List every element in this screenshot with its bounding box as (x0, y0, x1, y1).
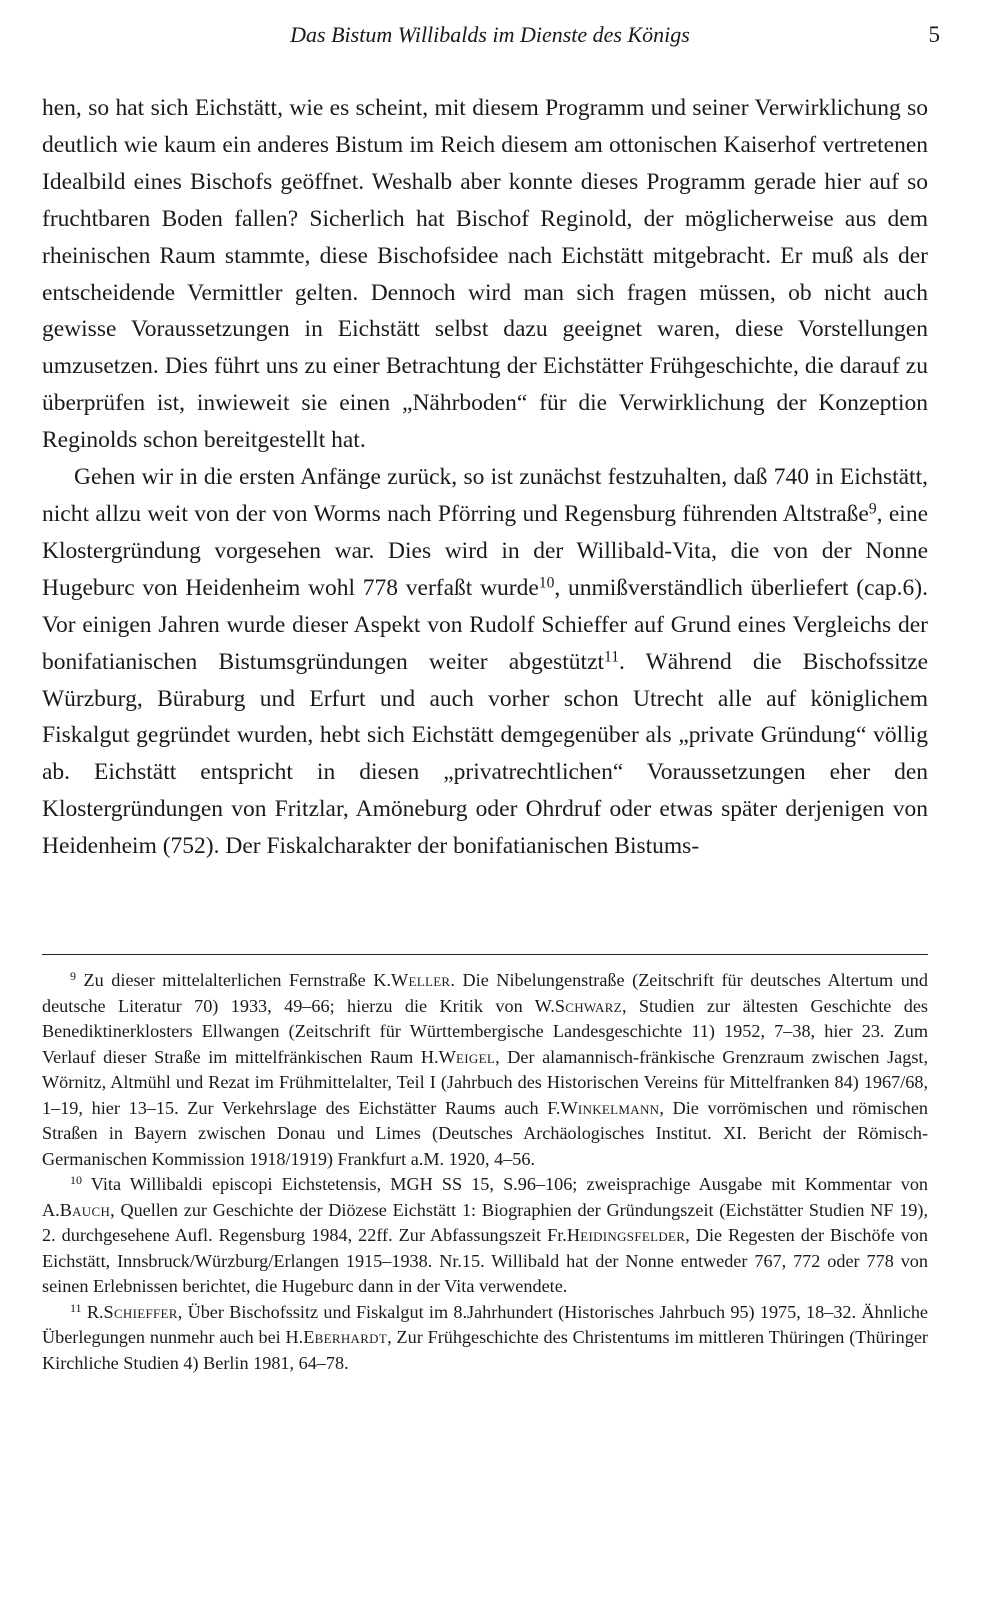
footnote-text: . Die Nibelungenstraße (Zeitschrift für deutsches Altertum und deutsche Literatur 70) 1933, 49–66; hierzu die Kritik von W. (42, 970, 928, 1016)
footnote-number: 11 (70, 1300, 82, 1315)
footnote-text: , Die vorrömischen und römischen Straßen in Bayern zwischen Donau und Limes (Deutsches Archäologisches Institut. XI. Bericht der Römisch-Germanischen Kommission 1918/1919) Frankfurt a.M. 1920, 4–56. (42, 1097, 928, 1169)
author-name: Winkelmann (560, 1097, 660, 1118)
author-name: Weller (391, 970, 451, 990)
paragraph-text: , eine Klostergründung vorgesehen war. Dies wird in der Willibald-Vita, die von der Nonne Hugeburc von Heidenheim wohl 778 verfaßt wurde (42, 500, 928, 601)
footnote-text: , Studien zur ältesten Geschichte des Benediktinerklosters Ellwangen (Zeitschrift für Württembergische Landesgeschichte 11) 1952, 7–38, hier 23. Zum Verlauf dieser Straße im mittelfränkischen Raum H. (42, 995, 928, 1067)
footnote-number: 9 (70, 969, 76, 983)
author-name: Heidingsfelder (566, 1225, 686, 1245)
paragraph-1 (42, 90, 928, 459)
paragraph-text: hen, so hat sich Eichstätt, wie es scheint, mit diesem Programm und seiner Verwirklichung so deutlich wie kaum ein anderes Bistum im Reich diesem am ottonischen Kaiserhof vertretenen Idealbild eines Bischofs geöffnet. Weshalb aber konnte dieses Programm gerade hier auf so fruchtbaren Boden fallen? Sicherlich hat Bischof Reginold, der möglicherweise aus dem rheinischen Raum stammte, diese Bischofsidee nach Eichstätt mitgebracht. Er muß als der entscheidende Vermittler gelten. Dennoch wird man sich fragen müssen, ob nicht auch gewisse Voraussetzungen in Eichstätt selbst dazu geeignet waren, diese Vorstellungen umzusetzen. Dies führt uns zu einer Betrachtung der Eichstätter Frühgeschichte, die darauf zu überprüfen ist, inwieweit sie einen „Nährboden“ für die Verwirklichung der Konzeption Reginolds schon bereitgestellt hat. (42, 95, 928, 454)
paragraph-text: . Während die Bischofssitze Würzburg, Büraburg und Erfurt und auch vorher schon Utrecht alle auf königlichem Fiskalgut gegründet wurden, hebt sich Eichstätt demgegenüber als „private Gründung“ völlig ab. Eichstätt entspricht in diesen „privatrechtlichen“ Voraussetzungen eher den Klostergründungen von Fritzlar, Amöneburg oder Ohrdruf oder etwas später derjenigen von Heidenheim (752). Der Fiskalcharakter der bonifatianischen Bistums- (42, 648, 929, 860)
footnotes (42, 968, 928, 1376)
footnote-text: Vita Willibaldi episcopi Eichstetensis, MGH SS 15, S.96–106; zweisprachige Ausgabe mit Kommentar von A. (42, 1174, 929, 1220)
author-name: Bauch (59, 1199, 111, 1220)
author-name: Weigel (438, 1046, 496, 1067)
footnote-text: , Der alamannisch-fränkische Grenzraum zwischen Jagst, Wörnitz, Altmühl und Rezat im Frühmittelalter, Teil I (Jahrbuch des Historischen Vereins für Mittelfranken 84) 1967/68, 1–19, hier 13–15. Zur Verkehrslage des Eichstätter Raums auch F. (42, 1046, 928, 1118)
main-text (42, 90, 928, 865)
footnote-text: R. (86, 1301, 104, 1322)
footnote-text: , Über Bischofssitz und Fiskalgut im 8.Jahrhundert (Historisches Jahrbuch 95) 1975, 18–32. Ähnliche Überlegungen nunmehr auch bei H. (42, 1301, 929, 1347)
footnote-text: , Quellen zur Geschichte der Diözese Eichstätt 1: Biographien der Gründungszeit (Eichstätter Studien NF 19), 2. durchgesehene Aufl. Regensburg 1984, 22ff. Zur Abfassungszeit Fr. (42, 1199, 928, 1245)
paragraph-text: , unmißverständlich überliefert (cap.6). Vor einigen Jahren wurde dieser Aspekt von Rudolf Schieffer auf Grund eines Vergleichs der bonifatianischen Bistumsgründungen weiter abgestützt (42, 574, 928, 675)
paragraph-text: Gehen wir in die ersten Anfänge zurück, so ist zunächst festzuhalten, daß 740 in Eichstätt, nicht allzu weit von der von Worms nach Pförring und Regensburg führenden Altstraße (42, 464, 928, 527)
footnote-text: Zu dieser mittelalterlichen Fernstraße K. (83, 970, 391, 990)
paragraph-2 (42, 459, 928, 865)
running-title: Das Bistum Willibalds im Dienste des Königs (290, 22, 690, 47)
footnote-ref-9: 9 (868, 500, 877, 518)
author-name: Eberhardt (303, 1327, 388, 1347)
footnote-10 (42, 1172, 928, 1300)
page-header (40, 22, 940, 58)
footnote-text: , Die Regesten der Bischöfe von Eichstätt, Innsbruck/Würzburg/Erlangen 1915–1938. Nr.15. Willibald hat der Nonne entweder 767, 772 oder 778 von seinen Erlebnissen berichtet, die Hugeburc dann in der Vita verwendete. (42, 1225, 928, 1296)
footnote-11 (42, 1300, 928, 1377)
page-number: 5 (928, 22, 940, 47)
footnote-text: , Zur Frühgeschichte des Christentums im mittleren Thüringen (Thüringer Kirchliche Studien 4) Berlin 1981, 64–78. (42, 1327, 928, 1373)
author-name: Schwarz (554, 995, 622, 1016)
footnote-number: 10 (70, 1173, 82, 1187)
footnote-ref-10: 10 (538, 574, 555, 592)
author-name: Schieffer (103, 1301, 178, 1322)
footnote-9 (42, 968, 928, 1172)
footnote-divider (42, 954, 928, 955)
footnote-ref-11: 11 (604, 647, 619, 665)
